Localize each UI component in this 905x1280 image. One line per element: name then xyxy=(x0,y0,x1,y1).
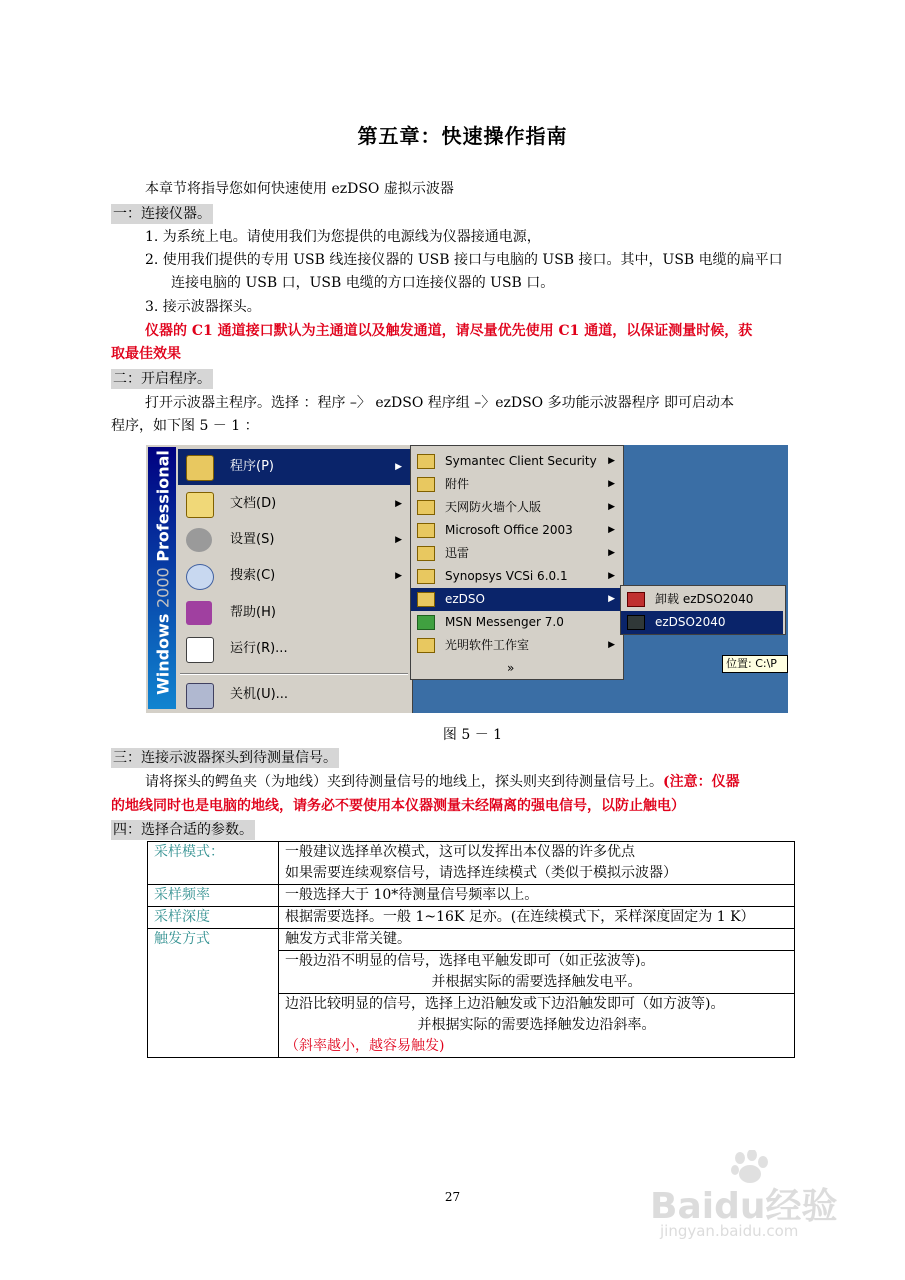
program-label: 光明软件工作室 xyxy=(445,638,530,652)
table-key: 触发方式 xyxy=(148,929,279,1058)
start-item-label: 程序(P) xyxy=(230,459,274,474)
table-row xyxy=(148,907,795,929)
ezdso2040-item[interactable] xyxy=(621,611,783,634)
arrow-right-icon: ▶ xyxy=(608,594,615,604)
arrow-right-icon: ▶ xyxy=(608,571,615,581)
folder-icon xyxy=(417,477,435,492)
arrow-right-icon: ▶ xyxy=(395,535,402,545)
section-2-heading: 二：开启程序。 xyxy=(113,371,211,387)
folder-icon xyxy=(417,569,435,584)
windows-banner xyxy=(148,447,176,709)
trig-edge-line: 边沿比较明显的信号，选择上边沿触发或下边沿触发即可（如方波等)。 xyxy=(285,996,725,1012)
table-row xyxy=(148,842,795,885)
start-item-settings[interactable] xyxy=(178,522,410,558)
mode-line-1: 一般建议选择单次模式，这可以发挥出本仪器的许多优点 xyxy=(285,844,635,860)
start-item-label: 关机(U)... xyxy=(230,687,289,702)
folder-icon xyxy=(417,500,435,515)
documents-folder-icon xyxy=(186,492,214,518)
folder-icon xyxy=(417,638,435,653)
program-label: Symantec Client Security xyxy=(445,454,597,468)
program-label: 迅雷 xyxy=(445,546,470,560)
banner-2000: 2000 xyxy=(153,567,173,609)
program-item[interactable] xyxy=(411,565,621,588)
start-item-search[interactable] xyxy=(178,558,410,594)
help-book-icon xyxy=(186,601,212,625)
program-item-ezdso[interactable] xyxy=(411,588,621,611)
folder-icon xyxy=(417,546,435,561)
sec1-warning-1: 仪器的 C1 通道接口默认为主通道以及触发通道，请尽量优先使用 C1 通道，以保证测量时候，获 xyxy=(145,323,753,339)
program-label: 附件 xyxy=(445,477,470,491)
menu-separator xyxy=(180,673,408,675)
table-value: 一般选择大于 10*待测量信号频率以上。 xyxy=(279,885,795,907)
sec1-item-1: 1. 为系统上电。请使用我们为您提供的电源线为仪器接通电源， xyxy=(145,229,541,245)
start-item-documents[interactable] xyxy=(178,486,410,522)
program-label: MSN Messenger 7.0 xyxy=(445,615,564,629)
program-item[interactable] xyxy=(411,473,621,496)
banner-windows: Windows xyxy=(153,613,173,695)
table-value xyxy=(279,842,795,885)
arrow-right-icon: ▶ xyxy=(395,462,402,472)
run-window-icon xyxy=(186,637,214,663)
program-label: ezDSO xyxy=(445,592,485,606)
start-item-label: 运行(R)... xyxy=(230,641,288,656)
baidu-watermark xyxy=(650,1150,860,1240)
program-item[interactable] xyxy=(411,542,621,565)
ezdso-submenu xyxy=(620,585,786,635)
program-label: Synopsys VCSi 6.0.1 xyxy=(445,569,568,583)
table-value: 根据需要选择。一般 1~16K 足亦。(在连续模式下，采样深度固定为 1 K） xyxy=(279,907,795,929)
arrow-right-icon: ▶ xyxy=(395,571,402,581)
folder-icon xyxy=(417,523,435,538)
intro-text: 本章节将指导您如何快速使用 ezDSO 虚拟示波器 xyxy=(145,181,454,197)
table-row xyxy=(148,885,795,907)
parameter-table xyxy=(147,841,795,1058)
uninstall-icon xyxy=(627,592,645,607)
expand-more-button[interactable] xyxy=(411,657,621,680)
trig-level-note: 并根据实际的需要选择触发电平。 xyxy=(431,974,642,990)
table-key: 采样深度 xyxy=(148,907,279,929)
msn-messenger-icon xyxy=(417,615,435,630)
table-value xyxy=(279,994,795,1058)
start-item-run[interactable] xyxy=(178,631,410,667)
banner-professional: Professional xyxy=(153,450,173,562)
table-value xyxy=(279,951,795,994)
start-item-label: 文档(D) xyxy=(230,496,277,511)
mode-line-2: 如果需要连续观察信号，请选择连续模式（类似于模拟示波器） xyxy=(285,865,677,881)
figure-caption: 图 5 － 1 xyxy=(442,727,503,743)
trig-slope-note: （斜率越小，越容易触发) xyxy=(285,1038,445,1054)
start-item-help[interactable] xyxy=(178,595,410,631)
sec3-note-start: (注意：仪器 xyxy=(663,774,740,790)
location-tooltip: 位置: C:\P xyxy=(722,655,788,673)
arrow-right-icon: ▶ xyxy=(395,499,402,509)
sec3-line-1 xyxy=(145,771,740,793)
program-item[interactable] xyxy=(411,496,621,519)
sec1-item-2-cont: 连接电脑的 USB 口，USB 电缆的方口连接仪器的 USB 口。 xyxy=(171,275,555,291)
uninstall-ezdso-item[interactable] xyxy=(621,588,783,611)
section-4-heading: 四：选择合适的参数。 xyxy=(113,822,253,838)
start-item-label: 搜索(C) xyxy=(230,568,276,583)
arrow-right-icon: ▶ xyxy=(608,548,615,558)
start-item-label: 设置(S) xyxy=(230,532,275,547)
table-row xyxy=(148,929,795,951)
trig-level-line: 一般边沿不明显的信号，选择电平触发即可（如正弦波等)。 xyxy=(285,953,655,969)
chevron-double-down-icon: » xyxy=(507,661,515,675)
section-3-heading: 三：连接示波器探头到待测量信号。 xyxy=(113,750,337,766)
program-item[interactable] xyxy=(411,519,621,542)
arrow-right-icon: ▶ xyxy=(608,456,615,466)
watermark-url: jingyan.baidu.com xyxy=(660,1222,799,1240)
programs-folder-icon xyxy=(186,455,214,481)
folder-icon xyxy=(417,592,435,607)
program-item[interactable] xyxy=(411,611,621,634)
app-window-icon xyxy=(627,615,645,630)
program-item[interactable] xyxy=(411,450,621,473)
folder-icon xyxy=(417,454,435,469)
sec2-line-1: 打开示波器主程序。选择 ：程序 –〉 ezDSO 程序组 –〉ezDSO 多功能示波器程序 即可启动本 xyxy=(145,395,735,411)
program-item[interactable] xyxy=(411,634,621,657)
sec3-line-2: 的地线同时也是电脑的地线，请务必不要使用本仪器测量未经隔离的强电信号，以防止触电） xyxy=(111,798,685,814)
start-item-label: 帮助(H) xyxy=(230,605,276,620)
start-item-shutdown[interactable] xyxy=(178,677,410,713)
settings-gear-icon xyxy=(186,528,212,552)
table-value: 触发方式非常关键。 xyxy=(279,929,795,951)
sec1-warning-2: 取最佳效果 xyxy=(111,346,181,362)
table-key: 采样频率 xyxy=(148,885,279,907)
page-number: 27 xyxy=(444,1190,461,1204)
arrow-right-icon: ▶ xyxy=(608,525,615,535)
shutdown-computer-icon xyxy=(186,683,214,709)
sec1-item-2: 2. 使用我们提供的专用 USB 线连接仪器的 USB 接口与电脑的 USB 接口。其中，USB 电缆的扁平口 xyxy=(145,252,783,268)
search-magnifier-icon xyxy=(186,564,214,590)
page-title: 第五章：快速操作指南 xyxy=(357,124,568,148)
ezdso-item-label: ezDSO2040 xyxy=(655,615,726,629)
ezdso-item-label: 卸载 ezDSO2040 xyxy=(655,592,754,606)
sec2-line-2: 程序，如下图 5 － 1 ： xyxy=(111,418,259,434)
programs-submenu xyxy=(410,445,624,680)
program-label: Microsoft Office 2003 xyxy=(445,523,573,537)
program-label: 天网防火墙个人版 xyxy=(445,500,542,514)
watermark-brand: Baidu经验 xyxy=(650,1186,838,1227)
sec1-item-3: 3. 接示波器探头。 xyxy=(145,299,261,315)
table-key: 采样模式： xyxy=(148,842,279,885)
arrow-right-icon: ▶ xyxy=(608,640,615,650)
start-item-programs[interactable] xyxy=(178,449,410,485)
start-menu-screenshot xyxy=(146,445,788,713)
arrow-right-icon: ▶ xyxy=(608,502,615,512)
section-1-heading: 一：连接仪器。 xyxy=(113,206,211,222)
start-menu xyxy=(146,445,413,713)
arrow-right-icon: ▶ xyxy=(608,479,615,489)
trig-edge-note: 并根据实际的需要选择触发边沿斜率。 xyxy=(417,1017,656,1033)
sec3-line-1-text: 请将探头的鳄鱼夹（为地线）夹到待测量信号的地线上，探头则夹到待测量信号上。 xyxy=(145,774,663,790)
